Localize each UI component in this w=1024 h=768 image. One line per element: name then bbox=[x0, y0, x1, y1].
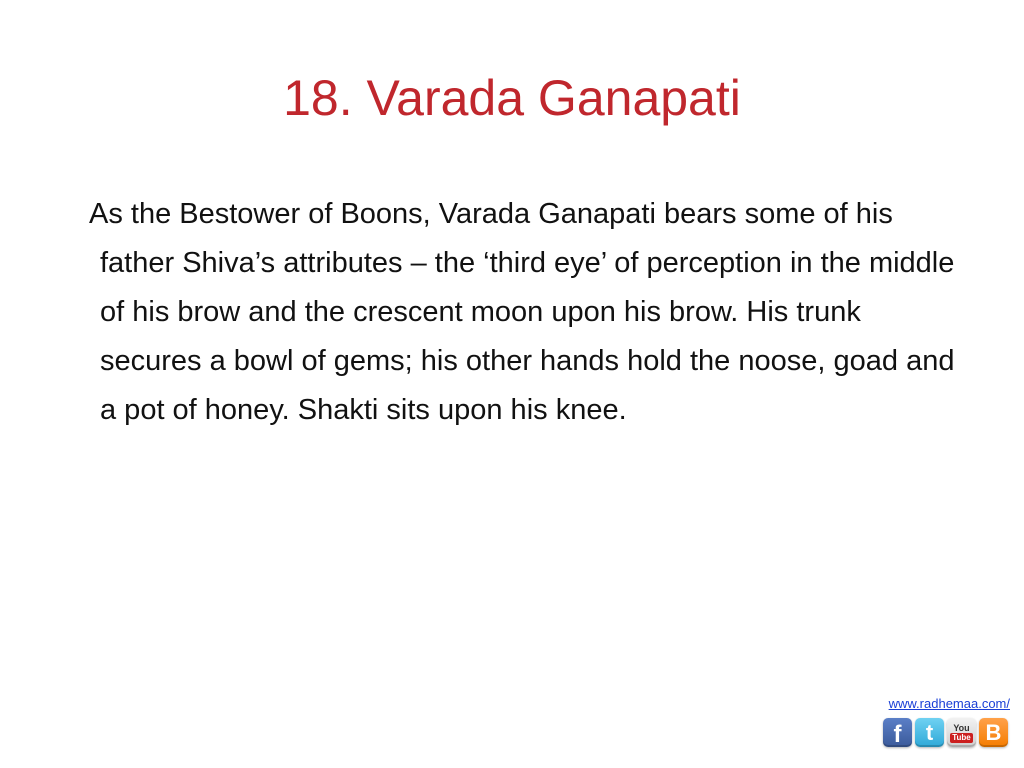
facebook-glyph: f bbox=[893, 720, 902, 748]
youtube-glyph-bottom: Tube bbox=[952, 732, 971, 742]
blogger-glyph: B bbox=[985, 719, 1002, 745]
website-link[interactable]: www.radhemaa.com/ bbox=[888, 696, 1010, 711]
youtube-glyph-top: You bbox=[953, 722, 970, 733]
social-icons bbox=[883, 718, 1008, 747]
blogger-icon[interactable] bbox=[979, 718, 1008, 747]
youtube-icon[interactable] bbox=[947, 718, 976, 747]
twitter-icon[interactable] bbox=[915, 718, 944, 747]
facebook-icon[interactable] bbox=[883, 718, 912, 747]
slide-title: 18. Varada Ganapati bbox=[283, 70, 741, 126]
twitter-glyph: t bbox=[925, 719, 934, 745]
slide-body-text: As the Bestower of Boons, Varada Ganapati bears some of his father Shiva’s attributes – the ‘third eye’ of perception in the middle of his brow and the crescent moon upon his brow. His trunk secures a bowl of gems; his other hands hold the noose, goad and a pot of honey. Shakti sits upon his knee. bbox=[89, 198, 955, 426]
